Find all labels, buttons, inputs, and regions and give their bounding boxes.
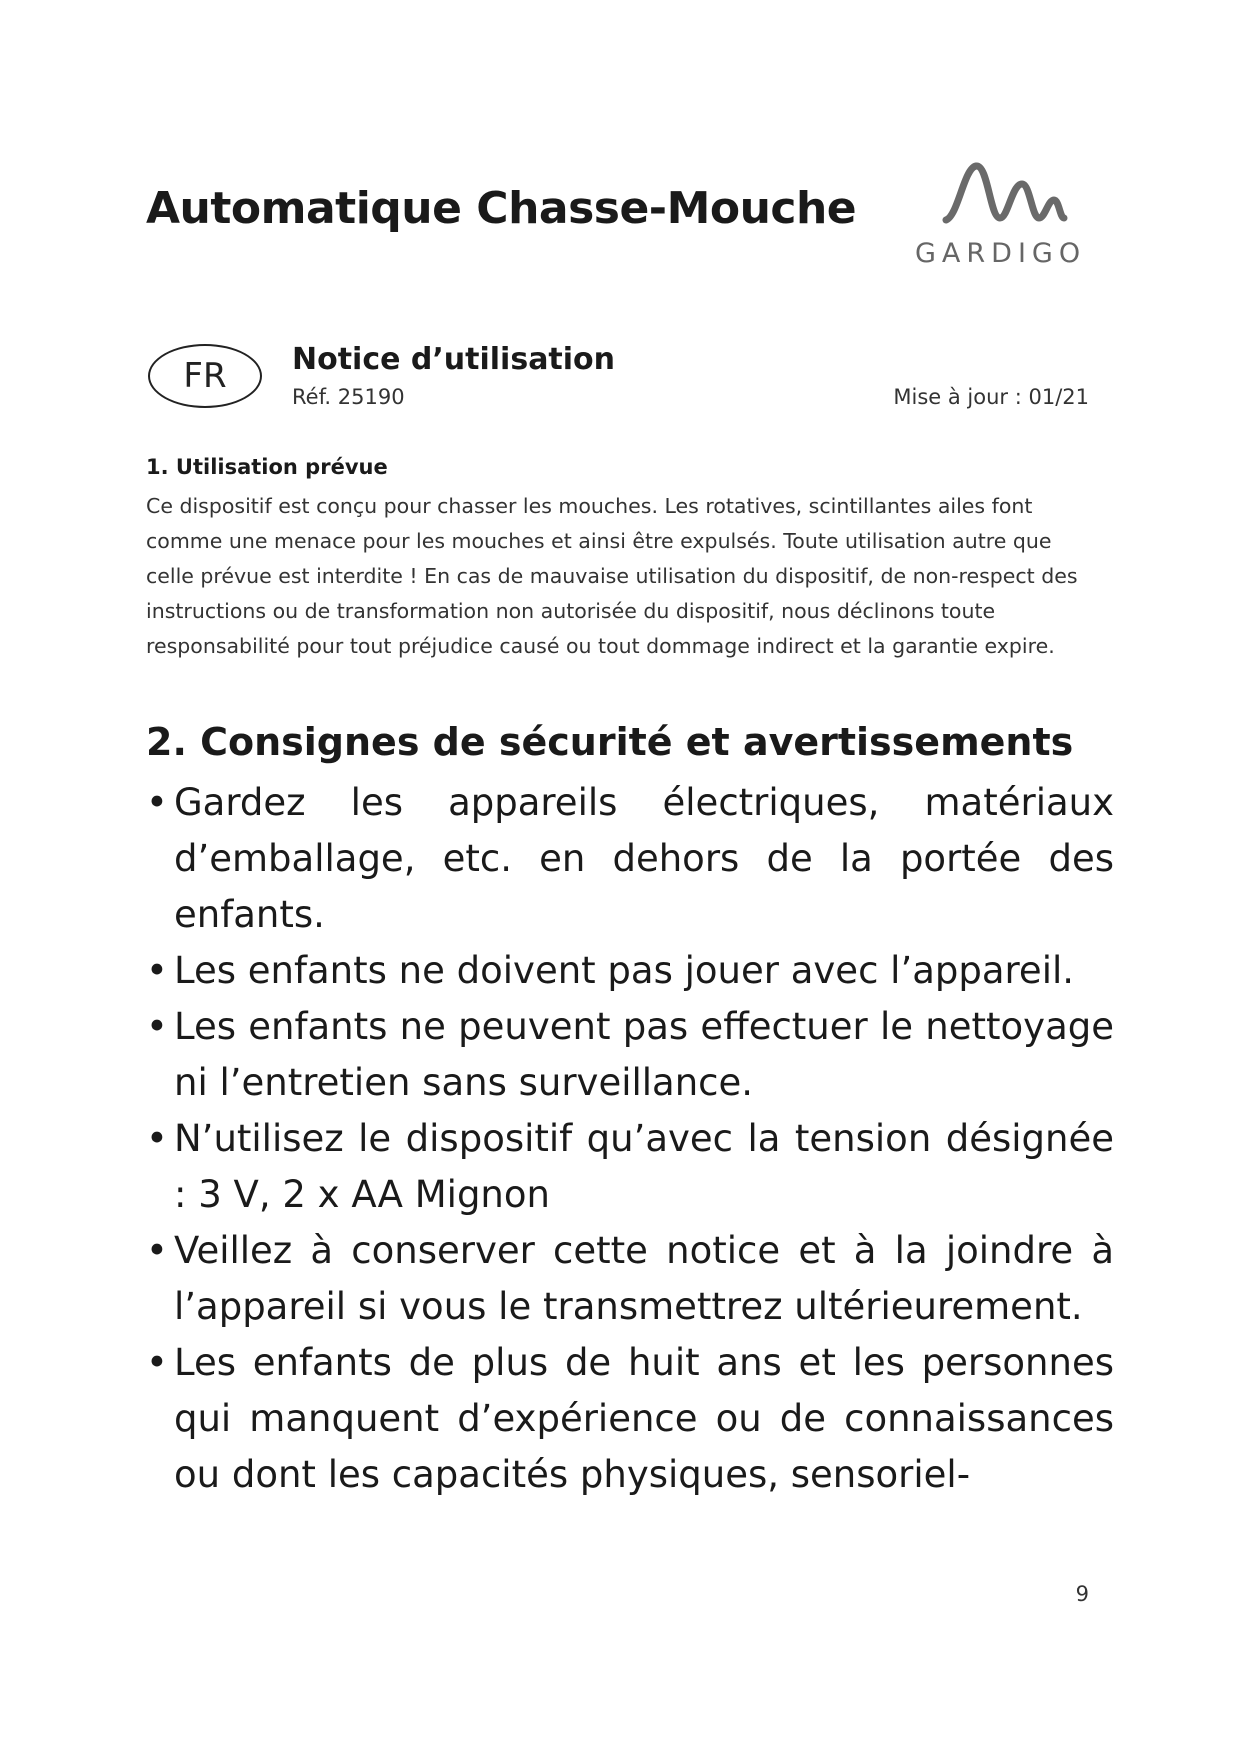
section-1-heading: 1. Utilisation prévue [146,455,388,479]
wave-logo-icon [942,160,1072,228]
list-item: • Gardez les appareils électriques, matériaux d’emballage, etc. en dehors de la portée des enfants. [146,775,1114,943]
list-item: • Veillez à conserver cette notice et à la joindre à l’appareil si vous le transmettrez ultérieurement. [146,1223,1114,1335]
language-badge: FR [148,344,262,408]
brand-logo [912,160,1092,270]
section-2-heading: 2. Consignes de sécurité et avertissements [146,720,1074,764]
list-item: • Les enfants ne doivent pas jouer avec l’appareil. [146,943,1114,999]
brand-name: GARDIGO [915,238,1087,269]
list-item: • N’utilisez le dispositif qu’avec la tension désignée : 3 V, 2 x AA Mignon [146,1111,1114,1223]
list-item: • Les enfants ne peuvent pas effectuer le nettoyage ni l’entretien sans surveillance. [146,999,1114,1111]
section-1-body: Ce dispositif est conçu pour chasser les mouches. Les rotatives, scintillantes ailes font comme une menace pour les mouches et ainsi être expulsés. Toute utilisation autre que celle prévue est interdite ! En cas de mauvaise utilisation du dispositif, de non-respect des instructions ou de transformation non autorisée du dispositif, nous déclinons toute responsabilité pour tout préjudice causé ou tout dommage indirect et la garantie expire. [146,494,1078,658]
update-date: Mise à jour : 01/21 [893,385,1089,409]
safety-list [146,775,1114,1503]
reference-number: Réf. 25190 [292,385,405,409]
page-number: 9 [1075,1582,1089,1606]
page-title: Automatique Chasse-Mouche [146,183,857,234]
notice-title: Notice d’utilisation [292,342,616,377]
list-item: • Les enfants de plus de huit ans et les personnes qui manquent d’expérience ou de connaissances ou dont les capacités physiques, sensoriel- [146,1335,1114,1503]
